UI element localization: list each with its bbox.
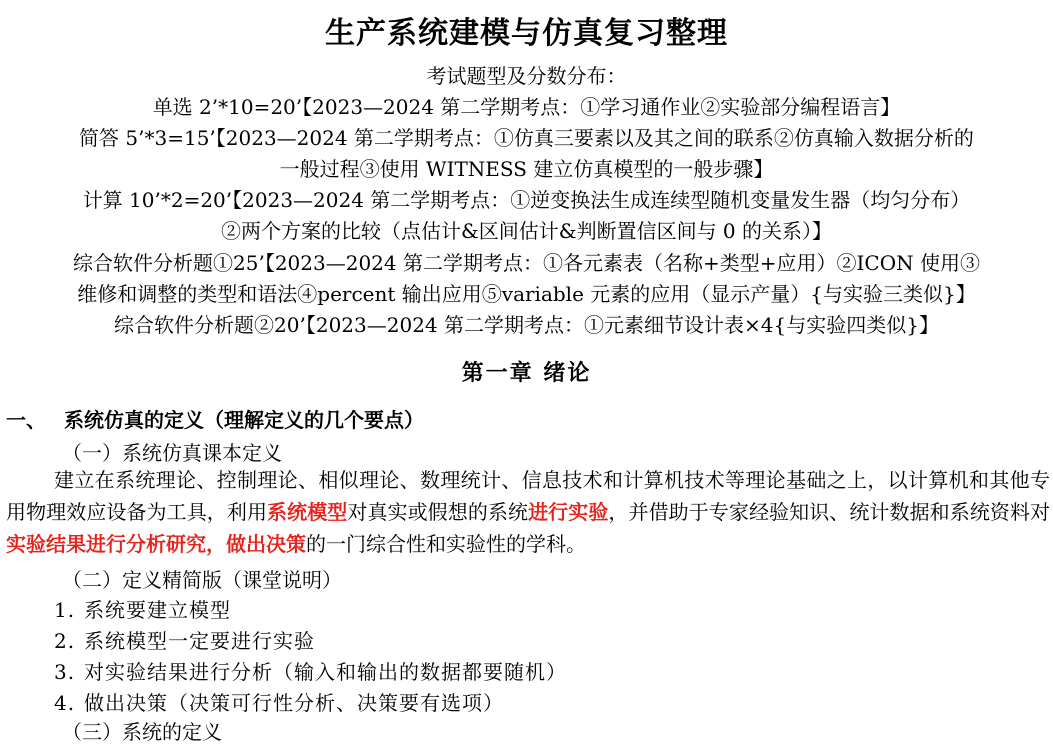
highlight-text: 系统模型 (267, 500, 348, 524)
subsection-heading: （一）系统仿真课本定义 (62, 441, 282, 465)
section-heading (6, 404, 424, 433)
list-text: 系统要建立模型 (84, 598, 231, 622)
list-text: 做出决策（决策可行性分析、决策要有选项） (84, 691, 504, 715)
subsection-heading: （二）定义精简版（课堂说明） (62, 568, 342, 592)
section-number: 一、 (6, 408, 46, 432)
exam-line: 简答 5’*3=15’【2023—2024 第二学期考点：①仿真三要素以及其之间的联系②仿真输入数据分析的 (79, 126, 974, 150)
list-item (54, 594, 231, 623)
list-item (54, 625, 315, 654)
list-text: 系统模型一定要进行实验 (84, 629, 315, 653)
exam-line: 维修和调整的类型和语法④percent 输出应用⑤variable 元素的应用（显示产量）{与实验三类似}】 (77, 282, 976, 306)
highlight-text: 进行实验 (528, 500, 609, 524)
list-number: 3. (54, 660, 76, 684)
list-number: 2. (54, 629, 76, 653)
chapter-heading: 第一章 绪论 (461, 360, 592, 386)
document-title: 生产系统建模与仿真复习整理 (325, 16, 728, 51)
definition-paragraph (6, 464, 1050, 560)
exam-line: 综合软件分析题②20’【2023—2024 第二学期考点：①元素细节设计表×4{与实验四类似}】 (114, 313, 939, 337)
definition-text: ，并借助于专家经验知识、统计数据和系统资料对 (608, 500, 1051, 524)
list-text: 对实验结果进行分析（输入和输出的数据都要随机） (84, 660, 567, 684)
list-item (54, 687, 504, 716)
definition-text: 的一门综合性和实验性的学科。 (306, 532, 586, 556)
definition-text: 建立在系统理论、控制理论、相似理论、数理统计、信息技术和计算机技术等理论基础之上，以计算机和其他专用物理效应设备为工具，利用 (6, 468, 1050, 524)
highlight-text: 实验结果进行分析研究，做出决策 (6, 532, 306, 556)
exam-heading: 考试题型及分数分布： (426, 64, 627, 88)
exam-line: 单选 2’*10=20’【2023—2024 第二学期考点：①学习通作业②实验部分编程语言】 (152, 95, 901, 119)
subsection-heading: （三）系统的定义 (62, 720, 222, 744)
list-number: 4. (54, 691, 76, 715)
list-number: 1. (54, 598, 76, 622)
definition-text: 对真实或假想的系统 (347, 500, 529, 524)
exam-line: 一般过程③使用 WITNESS 建立仿真模型的一般步骤】 (279, 157, 774, 181)
list-item (54, 656, 567, 685)
exam-line: ②两个方案的比较（点估计&区间估计&判断置信区间与 0 的关系）】 (220, 219, 833, 243)
exam-line: 计算 10’*2=20’【2023—2024 第二学期考点：①逆变换法生成连续型随机变量发生器（均匀分布） (82, 188, 971, 212)
exam-line: 综合软件分析题①25’【2023—2024 第二学期考点：①各元素表（名称+类型+应用）②ICON 使用③ (73, 251, 980, 275)
section-title: 系统仿真的定义（理解定义的几个要点） (64, 408, 424, 432)
